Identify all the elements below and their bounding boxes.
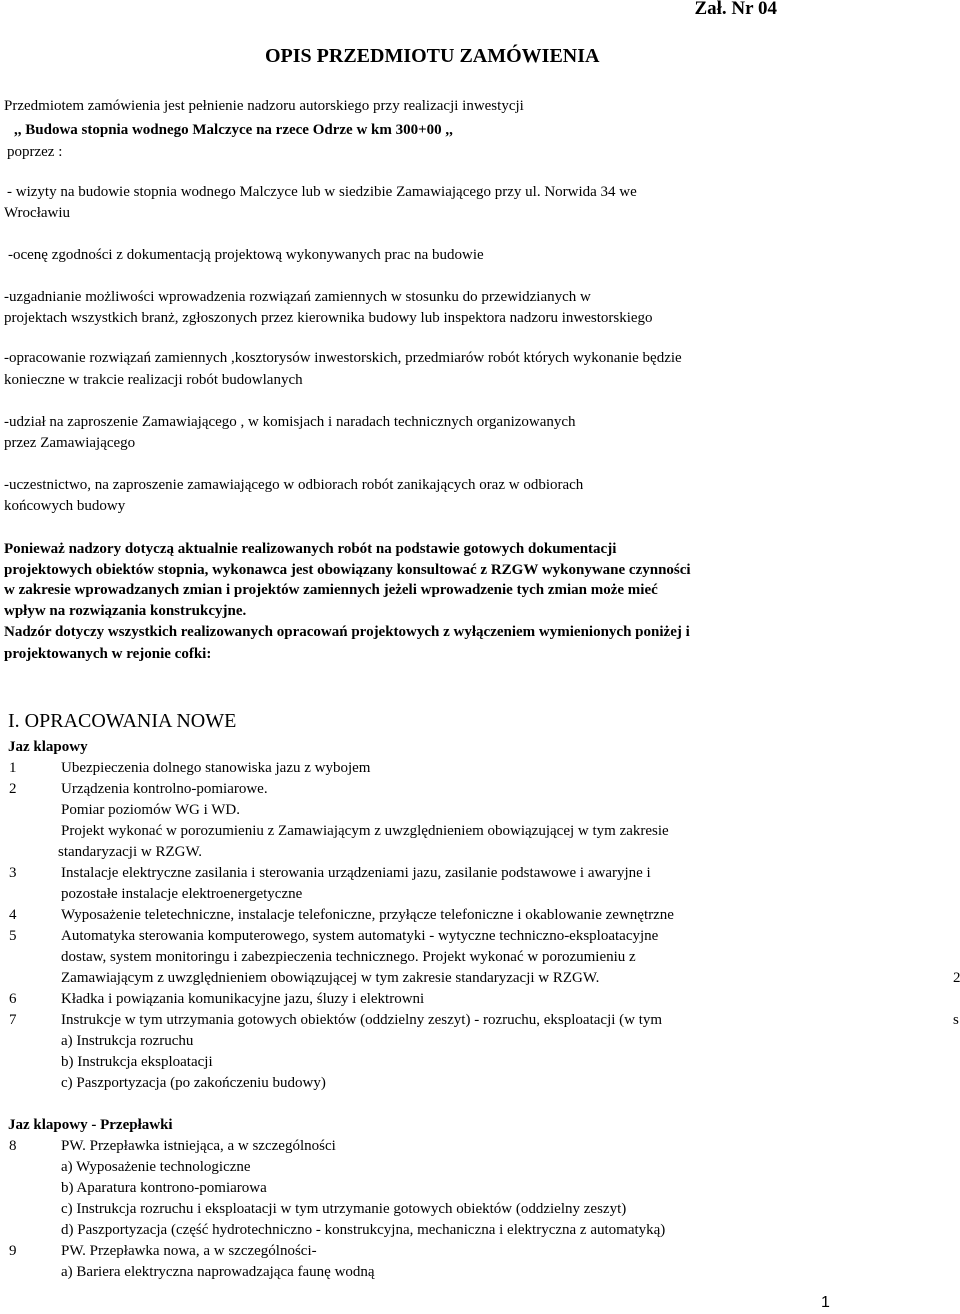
bullet-agreement: -uzgadnianie możliwości wprowadzenia rozwiązań zamiennych w stosunku do przewidzianych w [4,289,591,305]
item-text: Instalacje elektryczne zasilania i sterowania urządzeniami jazu, zasilanie podstawowe i awaryjne i [61,865,651,881]
note-line-2: projektowych obiektów stopnia, wykonawca jest obowiązany konsultować z RZGW wykonywane czynności [4,562,691,578]
item-number: 3 [9,865,17,881]
clipped-edge-glyph: 2 [953,970,960,986]
group-heading-jaz-klapowy: Jaz klapowy [8,739,88,755]
item-7-sub-c: c) Paszportyzacja (po zakończeniu budowy) [61,1075,326,1091]
item-8-sub-b: b) Aparatura kontrono-pomiarowa [61,1180,267,1196]
item-number: 7 [9,1012,17,1028]
item-number: 1 [9,760,17,776]
attachment-number: Zał. Nr 04 [694,0,777,19]
bullet-acceptance-cont: końcowych budowy [4,498,126,514]
intro-line-2: ,, Budowa stopnia wodnego Malczyce na rzece Odrze w km 300+00 ,, [14,122,453,138]
note-line-5: Nadzór dotyczy wszystkich realizowanych opracowań projektowych z wyłączeniem wymienionych poniżej i [4,624,690,640]
bullet-alternatives: -opracowanie rozwiązań zamiennych ,kosztorysów inwestorskich, przedmiarów robót których wykonanie będzie [4,350,682,366]
item-text: Wyposażenie teletechniczne, instalacje telefoniczne, przyłącze telefoniczne i okablowanie zewnętrzne [61,907,674,923]
item-text: Instrukcje w tym utrzymania gotowych obiektów (oddzielny zeszyt) - rozruchu, eksploatacji (w tym [61,1012,663,1028]
bullet-participation-cont: przez Zamawiającego [4,435,136,451]
item-text: PW. Przepławka nowa, a w szczególności- [61,1243,317,1259]
item-text: PW. Przepławka istniejąca, a w szczególności [61,1138,336,1154]
item-text: Kładka i powiązania komunikacyjne jazu, śluzy i elektrowni [61,991,425,1007]
item-8-sub-c: c) Instrukcja rozruchu i eksploatacji w tym utrzymanie gotowych obiektów (oddzielny zeszyt) [61,1201,627,1217]
item-number: 4 [9,907,17,923]
item-8-sub-a: a) Wyposażenie technologiczne [61,1159,251,1175]
note-line-4: wpływ na rozwiązania konstrukcyjne. [4,603,247,619]
item-number: 2 [9,781,17,797]
intro-line-1: Przedmiotem zamówienia jest pełnienie nadzoru autorskiego przy realizacji inwestycji [4,98,524,114]
item-5-cont-2: Zamawiającym z uwzględnieniem obowiązującej w tym zakresie standaryzacji w RZGW. [61,970,600,986]
item-2-cont-2: Projekt wykonać w porozumieniu z Zamawiającym z uwzględnieniem obowiązującej w tym zakresie [61,823,669,839]
document-title: OPIS PRZEDMIOTU ZAMÓWIENIA [265,45,600,67]
item-2-cont-3: standaryzacji w RZGW. [58,844,202,860]
item-3-cont: pozostałe instalacje elektroenergetyczne [61,886,303,902]
note-line-3: w zakresie wprowadzanych zmian i projektów zamiennych jeżeli wprowadzenie tych zmian może mieć [4,582,658,598]
item-number: 9 [9,1243,17,1259]
item-number: 5 [9,928,17,944]
bullet-visits-cont: Wrocławiu [4,205,71,221]
note-line-6: projektowanych w rejonie cofki: [4,646,212,662]
item-5-cont-1: dostaw, system monitoringu i zabezpieczenia technicznego. Projekt wykonać w porozumieniu z [61,949,636,965]
item-7-sub-b: b) Instrukcja eksploatacji [61,1054,213,1070]
bullet-alternatives-cont: konieczne w trakcie realizacji robót budowlanych [4,372,303,388]
item-text: Automatyka sterowania komputerowego, system automatyki - wytyczne techniczno-eksploatacyjne [61,928,659,944]
item-7-sub-a: a) Instrukcja rozruchu [61,1033,194,1049]
group-heading-przeplawki: Jaz klapowy - Przepławki [8,1117,173,1133]
item-8-sub-d: d) Paszportyzacja (część hydrotechniczno - konstrukcyjna, mechaniczna i elektryczna z automatyką) [61,1222,666,1238]
item-9-sub-a: a) Bariera elektryczna naprowadzająca faunę wodną [61,1264,375,1280]
section-title: I. OPRACOWANIA NOWE [8,710,237,732]
item-text: Ubezpieczenia dolnego stanowiska jazu z wybojem [61,760,371,776]
bullet-participation: -udział na zaproszenie Zamawiającego , w komisjach i naradach technicznych organizowanych [4,414,576,430]
intro-line-3: poprzez : [7,144,63,160]
note-line-1: Ponieważ nadzory dotyczą aktualnie realizowanych robót na podstawie gotowych dokumentacji [4,541,617,557]
page-number: 1 [821,1294,830,1311]
item-number: 8 [9,1138,17,1154]
item-number: 6 [9,991,17,1007]
bullet-assessment: -ocenę zgodności z dokumentacją projektową wykonywanych prac na budowie [8,247,484,263]
bullet-acceptance: -uczestnictwo, na zaproszenie zamawiającego w odbiorach robót zanikających oraz w odbiorach [4,477,584,493]
bullet-visits: - wizyty na budowie stopnia wodnego Malczyce lub w siedzibie Zamawiającego przy ul. Norwida 34 we [7,184,637,200]
clipped-edge-glyph: s [953,1012,959,1028]
item-text: Urządzenia kontrolno-pomiarowe. [61,781,268,797]
bullet-agreement-cont: projektach wszystkich branż, zgłoszonych przez kierownika budowy lub inspektora nadzoru inwestorskiego [4,310,653,326]
item-2-cont-1: Pomiar poziomów WG i WD. [61,802,241,818]
